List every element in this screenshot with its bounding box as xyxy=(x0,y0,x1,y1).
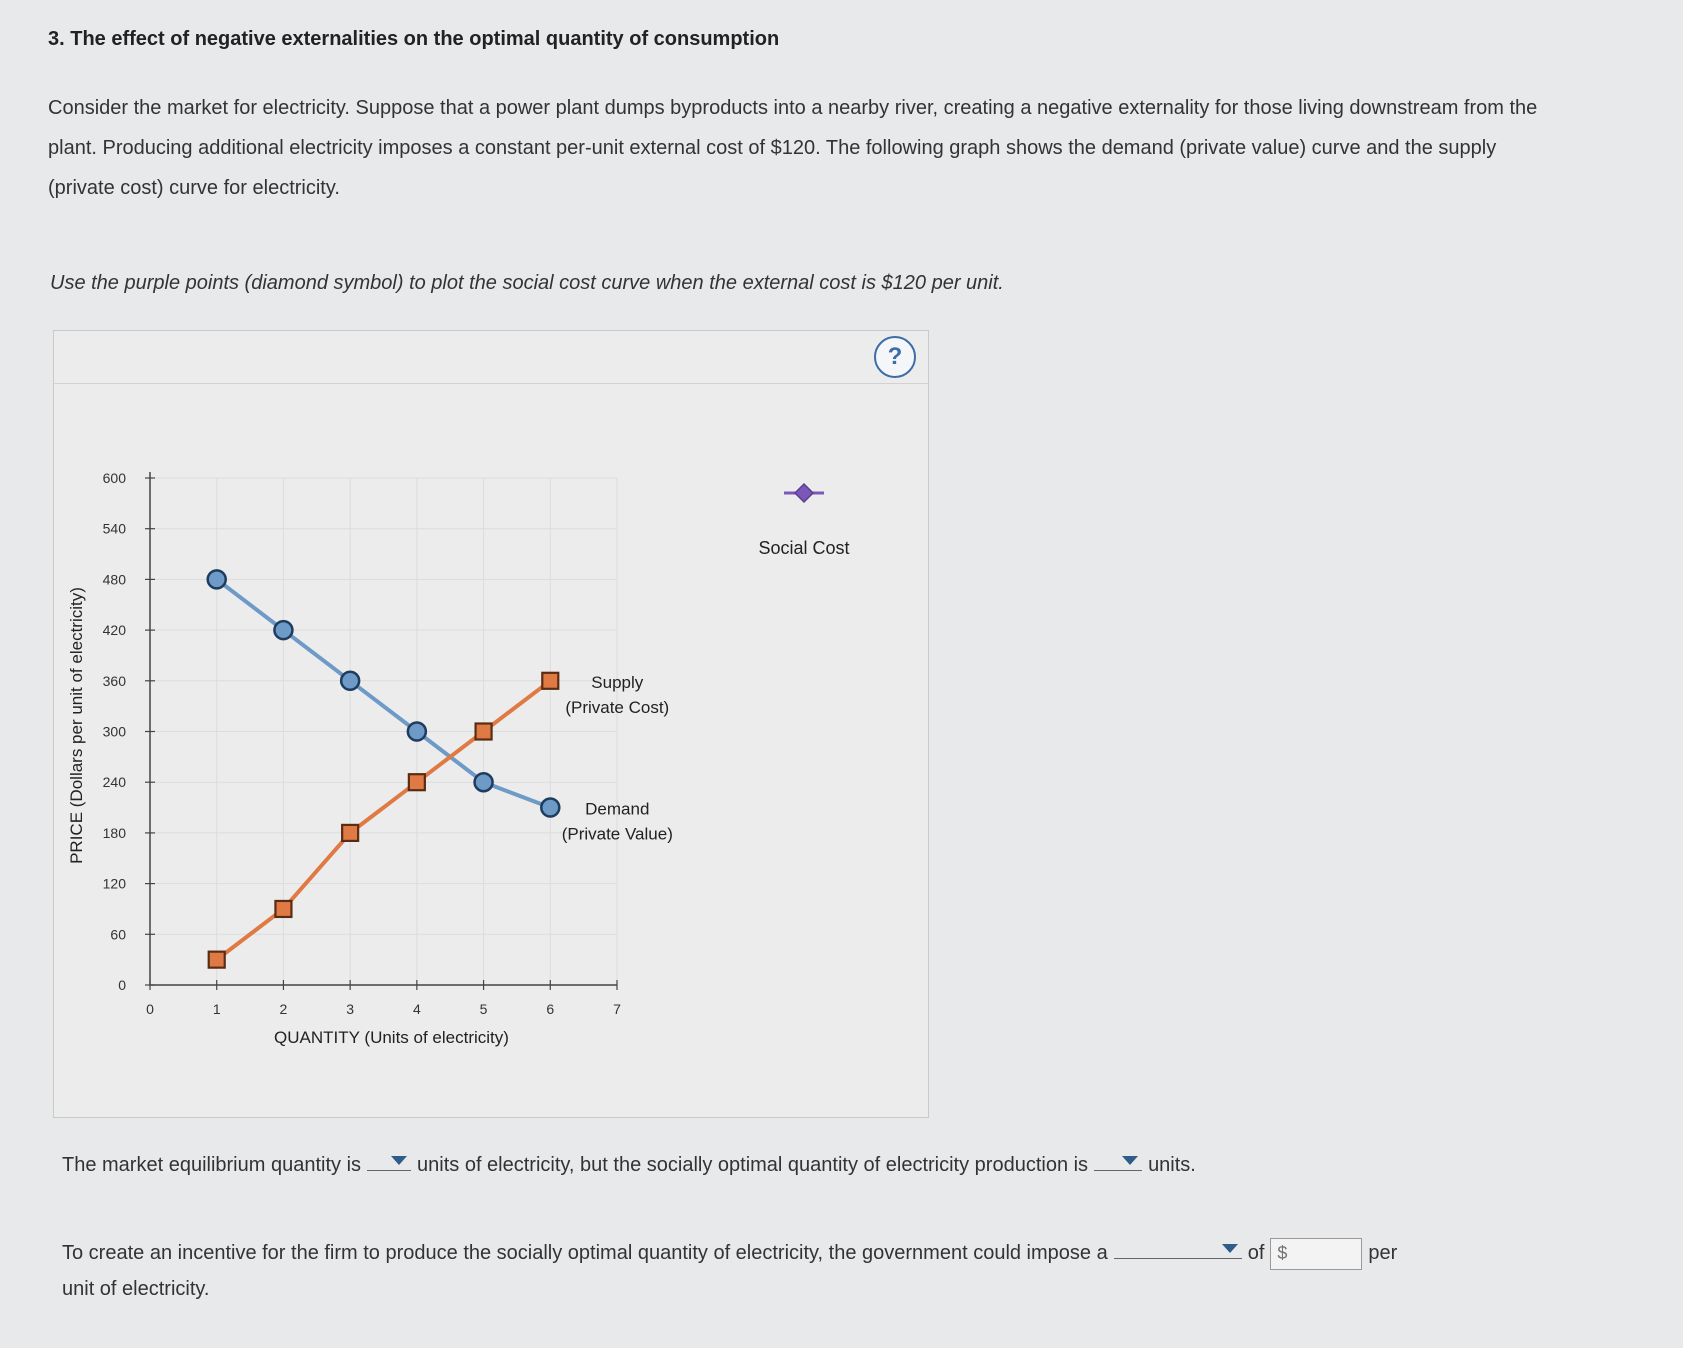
chart-axes xyxy=(103,470,621,1017)
x-tick-label: 5 xyxy=(479,1001,488,1017)
demand-point[interactable] xyxy=(475,773,493,791)
socially-optimal-quantity-dropdown[interactable] xyxy=(1094,1150,1142,1171)
supply-point[interactable] xyxy=(409,774,425,790)
x-tick-label: 4 xyxy=(412,1001,421,1017)
x-tick-label: 2 xyxy=(279,1001,288,1017)
y-tick-label: 420 xyxy=(102,622,126,639)
chevron-down-icon xyxy=(1222,1244,1238,1253)
chevron-down-icon xyxy=(391,1156,407,1165)
question-instruction: Use the purple points (diamond symbol) to plot the social cost curve when the external cost is $120 per unit. xyxy=(50,272,1004,294)
y-tick-label: 300 xyxy=(102,723,126,740)
chart-grid xyxy=(150,478,617,985)
y-tick-label: 240 xyxy=(102,774,126,791)
y-tick-label: 180 xyxy=(102,824,126,841)
answer-line-2 xyxy=(62,1235,1542,1307)
demand-point[interactable] xyxy=(341,672,359,690)
y-axis-label: PRICE (Dollars per unit of electricity) xyxy=(67,587,86,864)
demand-curve-label: (Private Value) xyxy=(561,824,673,844)
y-tick-label: 540 xyxy=(102,520,126,537)
answer-line2-end: unit of electricity. xyxy=(62,1278,210,1300)
supply-point[interactable] xyxy=(209,952,225,968)
x-tick-label: 3 xyxy=(346,1001,355,1017)
y-tick-label: 600 xyxy=(102,470,126,486)
social-cost-palette-label: Social Cost xyxy=(758,538,850,558)
question-paragraph: Consider the market for electricity. Suppose that a power plant dumps byproducts into a nearby river, creating a negative externality for those living downstream from the plant. Producing additional electricity imposes a constant per-unit external cost of $120. The following graph shows the demand (private value) curve and the supply (private cost) curve for electricity. xyxy=(48,97,1538,199)
answer-line2-per: per xyxy=(1368,1242,1398,1264)
demand-point[interactable] xyxy=(208,570,226,588)
y-tick-label: 0 xyxy=(118,977,126,993)
policy-type-dropdown[interactable] xyxy=(1114,1238,1242,1259)
answer-line1-text-b: units of electricity, but the socially optimal quantity of electricity production is xyxy=(417,1154,1089,1176)
demand-curve-line xyxy=(217,579,551,807)
help-button[interactable]: ? xyxy=(874,336,916,378)
answer-line2-text-a: To create an incentive for the firm to produce the socially optimal quantity of electricity, the government could impose a xyxy=(62,1242,1108,1264)
supply-curve-label: Supply xyxy=(591,672,644,692)
question-title: 3. The effect of negative externalities on the optimal quantity of consumption xyxy=(48,28,780,50)
y-tick-label: 360 xyxy=(102,672,126,689)
demand-point[interactable] xyxy=(408,723,426,741)
x-tick-label: 0 xyxy=(146,1001,154,1017)
demand-point[interactable] xyxy=(541,799,559,817)
demand-curve-label: Demand xyxy=(585,799,650,819)
supply-point[interactable] xyxy=(476,724,492,740)
supply-point[interactable] xyxy=(342,825,358,841)
answer-line1-text-c: units. xyxy=(1148,1154,1196,1176)
social-cost-diamond-icon[interactable] xyxy=(795,484,813,502)
answer-line2-of: of xyxy=(1247,1242,1265,1264)
answer-line-1 xyxy=(62,1150,1196,1177)
market-equilibrium-quantity-dropdown[interactable] xyxy=(367,1150,411,1171)
supply-point[interactable] xyxy=(542,673,558,689)
social-cost-palette xyxy=(758,484,849,558)
answer-line1-text-a: The market equilibrium quantity is xyxy=(62,1154,362,1176)
y-tick-label: 480 xyxy=(102,571,126,588)
demand-point[interactable] xyxy=(274,621,292,639)
graph-panel xyxy=(53,330,929,1118)
x-axis-label: QUANTITY (Units of electricity) xyxy=(274,1028,509,1047)
policy-amount-input[interactable] xyxy=(1270,1238,1362,1270)
supply-point[interactable] xyxy=(275,901,291,917)
supply-curve-line xyxy=(217,681,551,960)
x-tick-label: 7 xyxy=(613,1001,621,1017)
x-tick-label: 6 xyxy=(546,1001,555,1017)
y-tick-label: 120 xyxy=(102,875,126,892)
supply-curve-label: (Private Cost) xyxy=(565,697,670,717)
chart-svg[interactable] xyxy=(54,331,928,1117)
x-tick-label: 1 xyxy=(212,1001,221,1017)
y-tick-label: 60 xyxy=(110,926,126,943)
chevron-down-icon xyxy=(1122,1156,1138,1165)
